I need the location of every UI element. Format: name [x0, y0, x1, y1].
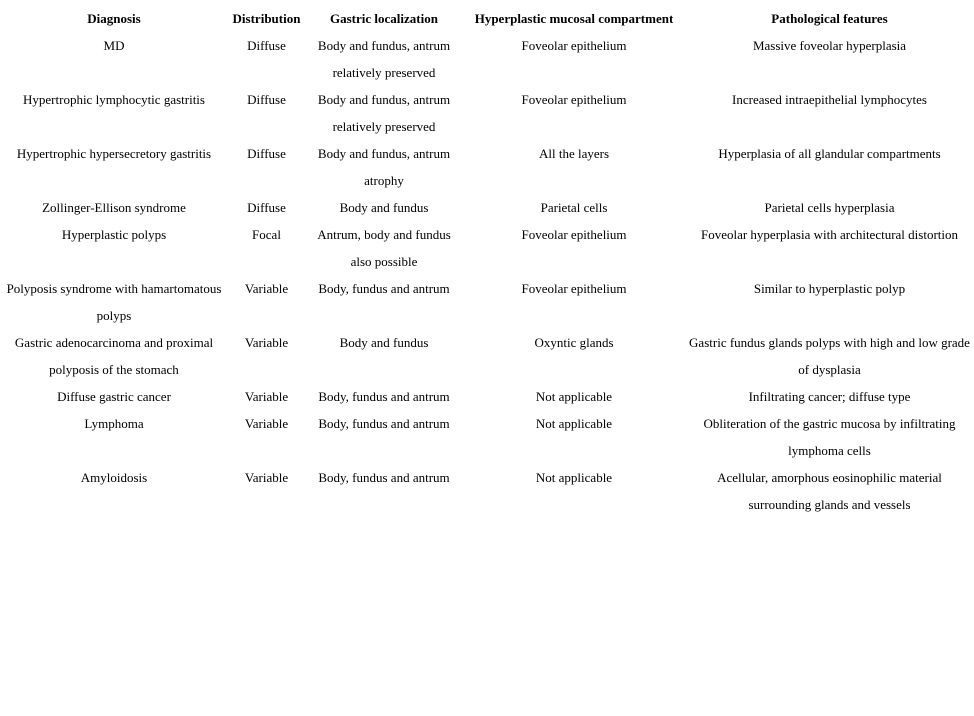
table-row	[0, 329, 974, 383]
cell-distribution: Variable	[244, 389, 289, 404]
cell-pathological-features: Obliteration of the gastric mucosa by infiltrating lymphoma cells	[703, 416, 956, 458]
cell-hyperplastic-compartment: Not applicable	[535, 470, 613, 485]
cell-hyperplastic-compartment: Foveolar epithelium	[521, 227, 627, 242]
cell-diagnosis: Gastric adenocarcinoma and proximal polyposis of the stomach	[14, 335, 214, 377]
cell-pathological-features: Infiltrating cancer; diffuse type	[748, 389, 911, 404]
cell-diagnosis: Hypertrophic hypersecretory gastritis	[16, 146, 212, 161]
cell-pathological-features: Acellular, amorphous eosinophilic material surrounding glands and vessels	[717, 470, 942, 512]
cell-diagnosis: Lymphoma	[84, 416, 144, 431]
cell-hyperplastic-compartment: Oxyntic glands	[534, 335, 614, 350]
cell-hyperplastic-compartment: Foveolar epithelium	[521, 92, 627, 107]
cell-gastric-localization: Antrum, body and fundus also possible	[317, 227, 451, 269]
cell-diagnosis: Zollinger-Ellison syndrome	[42, 200, 186, 215]
table-body	[0, 32, 974, 518]
cell-gastric-localization: Body and fundus, antrum relatively preserved	[317, 92, 451, 134]
table-row	[0, 32, 974, 86]
table-row	[0, 464, 974, 518]
cell-gastric-localization: Body, fundus and antrum	[318, 416, 450, 431]
table-row	[0, 275, 974, 329]
cell-diagnosis: Hypertrophic lymphocytic gastritis	[23, 92, 205, 107]
table-row	[0, 140, 974, 194]
header-gastric-localization: Gastric localization	[330, 11, 438, 26]
table-row	[0, 86, 974, 140]
cell-distribution: Variable	[244, 416, 289, 431]
header-row	[0, 5, 974, 32]
diagnosis-table	[0, 5, 974, 518]
cell-pathological-features: Parietal cells hyperplasia	[764, 200, 895, 215]
header-hyperplastic-compartment: Hyperplastic mucosal compartment	[474, 11, 674, 26]
cell-distribution: Diffuse	[247, 200, 286, 215]
cell-pathological-features: Hyperplasia of all glandular compartments	[718, 146, 941, 161]
cell-diagnosis: Amyloidosis	[80, 470, 148, 485]
cell-diagnosis: MD	[103, 38, 125, 53]
cell-hyperplastic-compartment: Parietal cells	[540, 200, 608, 215]
cell-pathological-features: Similar to hyperplastic polyp	[753, 281, 906, 296]
cell-distribution: Diffuse	[247, 146, 286, 161]
cell-diagnosis: Polyposis syndrome with hamartomatous polyps	[6, 281, 222, 323]
cell-hyperplastic-compartment: Foveolar epithelium	[521, 38, 627, 53]
cell-hyperplastic-compartment: Not applicable	[535, 416, 613, 431]
cell-gastric-localization: Body, fundus and antrum	[318, 281, 450, 296]
cell-diagnosis: Diffuse gastric cancer	[57, 389, 171, 404]
cell-gastric-localization: Body and fundus	[339, 200, 429, 215]
cell-gastric-localization: Body and fundus, antrum atrophy	[317, 146, 451, 188]
cell-hyperplastic-compartment: Foveolar epithelium	[521, 281, 627, 296]
cell-distribution: Diffuse	[247, 38, 286, 53]
header-diagnosis: Diagnosis	[87, 11, 141, 26]
cell-hyperplastic-compartment: Not applicable	[535, 389, 613, 404]
cell-pathological-features: Gastric fundus glands polyps with high and low grade of dysplasia	[689, 335, 970, 377]
cell-gastric-localization: Body, fundus and antrum	[318, 389, 450, 404]
cell-pathological-features: Foveolar hyperplasia with architectural distortion	[700, 227, 959, 242]
cell-diagnosis: Hyperplastic polyps	[61, 227, 167, 242]
cell-pathological-features: Increased intraepithelial lymphocytes	[732, 92, 927, 107]
cell-gastric-localization: Body and fundus	[339, 335, 429, 350]
cell-pathological-features: Massive foveolar hyperplasia	[752, 38, 907, 53]
cell-distribution: Focal	[252, 227, 281, 242]
table-row	[0, 221, 974, 275]
cell-distribution: Variable	[244, 281, 289, 296]
cell-gastric-localization: Body and fundus, antrum relatively preserved	[317, 38, 451, 80]
cell-hyperplastic-compartment: All the layers	[538, 146, 610, 161]
header-pathological-features: Pathological features	[771, 11, 888, 26]
table-row	[0, 410, 974, 464]
cell-distribution: Diffuse	[247, 92, 286, 107]
cell-gastric-localization: Body, fundus and antrum	[318, 470, 450, 485]
table-row	[0, 194, 974, 221]
table-row	[0, 383, 974, 410]
cell-distribution: Variable	[244, 470, 289, 485]
cell-distribution: Variable	[244, 335, 289, 350]
header-distribution: Distribution	[232, 11, 301, 26]
